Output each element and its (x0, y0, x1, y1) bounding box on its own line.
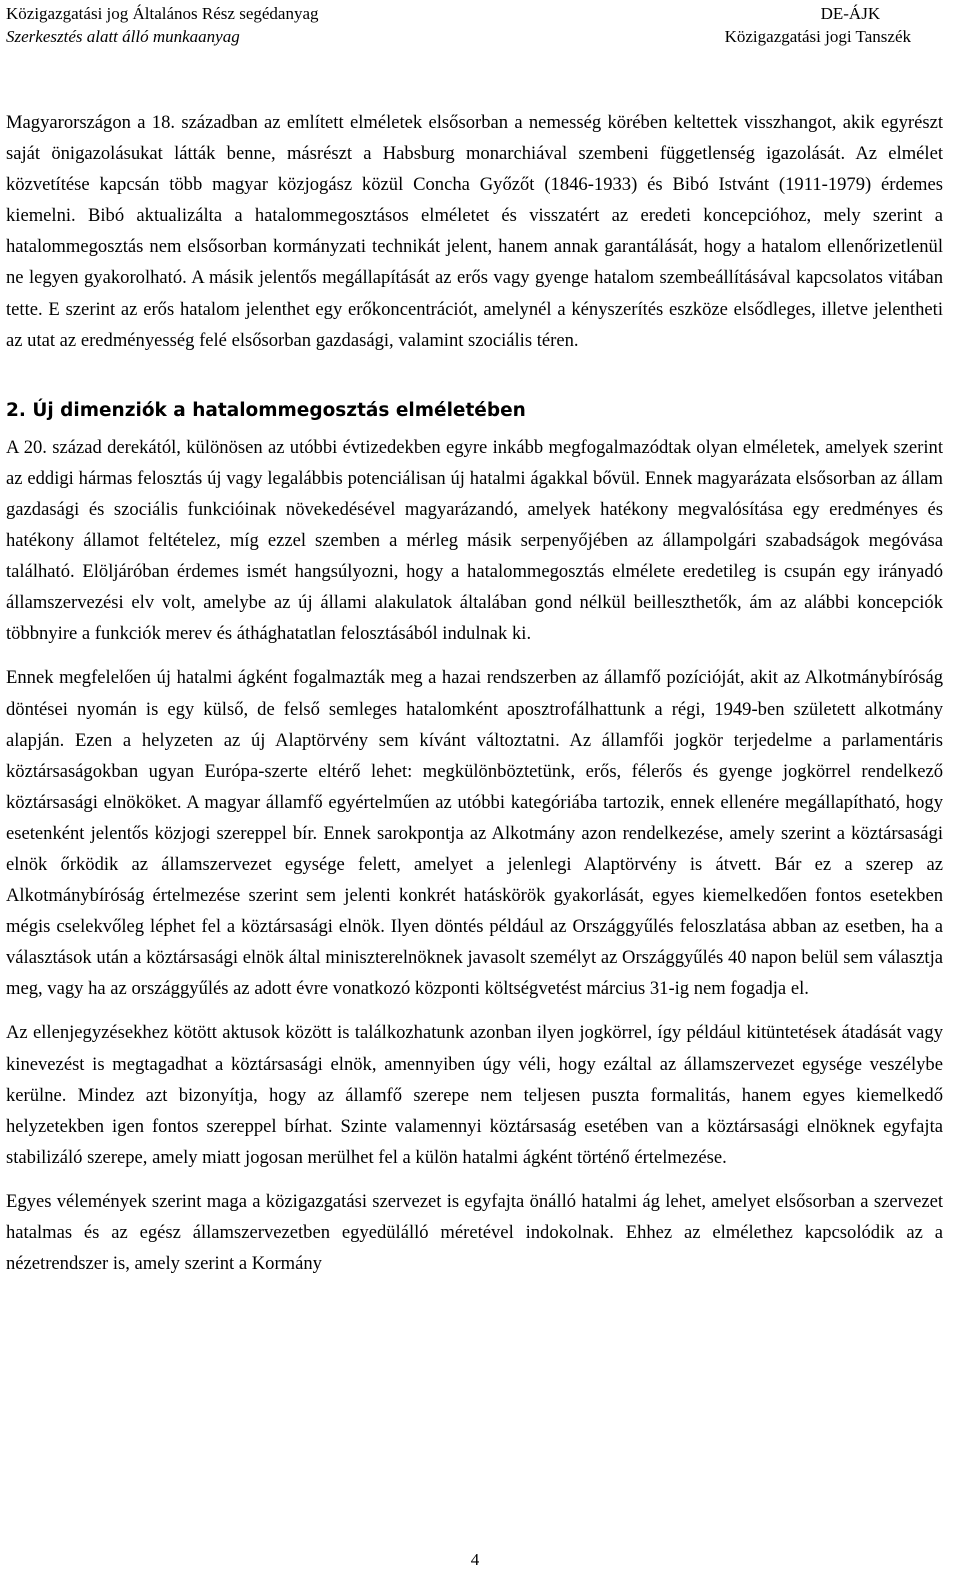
department-label: Közigazgatási jogi Tanszék (724, 27, 911, 46)
section-heading: 2. Új dimenziók a hatalommegosztás elméletében (6, 399, 526, 421)
paragraph-5: Egyes vélemények szerint maga a közigazgatási szervezet is egyfajta önálló hatalmi ág lehet, amelyet elsősorban a szervezet hatalmas és az egész államszervezetben egyedülálló méretével indokolnak. Ehhez az elmélethez kapcsolódik az a nézetrendszer is, amely szerint a Kormány (6, 1190, 943, 1275)
page-number: 4 (470, 1550, 480, 1569)
paragraph-3: Ennek megfelelően új hatalmi ágként fogalmazták meg a hazai rendszerben az államfő pozícióját, akit az Alkotmánybíróság döntései nyomán is egy külső, de felső semleges hatalomként aposztrofálhattunk a régi, 1949-ben született alkotmány alapján. Ezen a helyzeten az új Alaptörvény sem kívánt változtatni. Az államfői jogkör terjedelme a parlamentáris köztársaságokban ugyan Európa-szerte eltérő lehet: megkülönböztetünk, erős, félerős és gyenge jogkörrel rendelkező köztársasági elnököket. A magyar államfő egyértelműen az utóbbi kategóriába tartozik, ennek ellenére megállapítható, hogy esetenként jelentős közjogi szereppel bír. Ennek sarokpontja az Alkotmány azon rendelkezése, amely szerint a köztársasági elnök őrködik az államszervezet egysége felett, amelyet a jelenlegi Alaptörvény is átvett. Bár ez a szerep az Alkotmánybíróság értelmezése szerint sem jelenti konkrét hatáskörök gyakorlását, egyes kiemelkedően fontos esetekben mégis cselekvőleg léphet fel a köztársasági elnök. Ilyen döntés például az Országgyűlés feloszlatása abban az esetben, ha a választások után a köztársasági elnök által miniszterelnöknek javasolt személyt az Országgyűlés 40 napon belül sem választja meg, vagy ha az országgyűlés az adott évre vonatkozó központi költségvetést március 31-ig nem fogadja el. (6, 667, 943, 1000)
document-title: Közigazgatási jog Általános Rész segédanyag (6, 4, 319, 23)
paragraph-4: Az ellenjegyzésekhez kötött aktusok között is találkozhatunk azonban ilyen jogkörrel, így például kitüntetések átadását vagy kinevezést is megtagadhat a köztársasági elnök, amennyiben úgy véli, hogy ezáltal az államszervezet egysége veszélybe kerülne. Mindez azt bizonyítja, hogy az államfő szerepe nem teljesen puszta formalitás, hanem egyes kiemelkedő helyzetekben igen fontos szereppel bírhat. Szinte valamennyi köztársaság esetében van a köztársasági elnöknek egyfajta stabilizáló szerepe, amely miatt jogosan merülhet fel a külön hatalmi ágként történő értelmezése. (6, 1022, 943, 1168)
header-left-block (6, 2, 319, 48)
faculty-label: DE-ÁJK (820, 4, 881, 23)
document-status: Szerkesztés alatt álló munkaanyag (6, 27, 240, 46)
page-body (6, 107, 943, 1279)
paragraph-2: A 20. század derekától, különösen az utóbbi évtizedekben egyre inkább megfogalmazódtak olyan elméletek, amelyek szerint az eddigi hármas felosztás új vagy legalábbis potenciálisan új hatalmi ágakkal bővül. Ennek magyarázata elsősorban az állam gazdasági és szociális funkcióinak növekedésével magyarázandó, amelyek hatékony megvalósítása egy eredményes és hatékony államot feltételez, míg ezzel szemben a mérleg másik serpenyőjében az állampolgári szabadságok megóvása található. Elöljáróban érdemes ismét hangsúlyozni, hogy a hatalommegosztás elmélete eredetileg is csupán egy irányadó államszervezési elv volt, amelybe az új állami alakulatok általában gond nélkül beilleszthetők, ám az alábbi koncepciók többnyire a funkciók merev és áthághatatlan felosztásából indulnak ki. (6, 436, 943, 645)
header-right-block (725, 2, 911, 48)
paragraph-1: Magyarországon a 18. században az említett elméletek elsősorban a nemesség körében keltettek visszhangot, akik egyrészt saját önigazolásukat látták benne, másrészt a Habsburg monarchiával szembeni függetlenség igazolását. Az elmélet közvetítése kapcsán több magyar közjogász közül Concha Győzőt (1846-1933) és Bibó Istvánt (1911-1979) érdemes kiemelni. Bibó aktualizálta a hatalommegosztásos elméletet és visszatért az eredeti koncepcióhoz, mely szerint a hatalommegosztás nem elsősorban kormányzati technikát jelent, hanem annak garantálását, hogy a hatalom ellenőrizetlenül ne legyen gyakorolható. A másik jelentős megállapítását az erős vagy gyenge hatalom szembeállításával kapcsolatos vitában tette. E szerint az erős hatalom jelenthet egy erőkoncentrációt, amelynél a kényszerítés eszköze elsődleges, illetve jelentheti az utat az eredményesség felé elsősorban gazdasági, valamint szociális téren. (6, 112, 943, 351)
